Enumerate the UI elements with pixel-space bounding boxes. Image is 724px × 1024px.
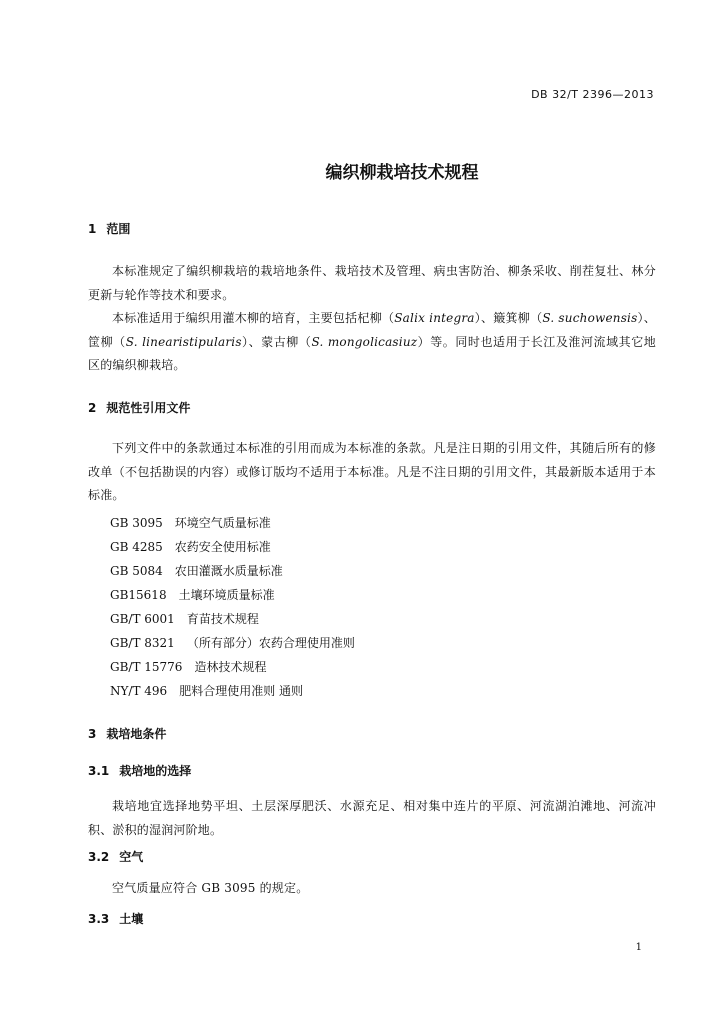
species-name: S. mongolicasiuz bbox=[311, 334, 418, 349]
reference-name: 造林技术规程 bbox=[194, 660, 267, 674]
reference-code: GB/T 6001 bbox=[110, 612, 175, 626]
section-3-2-heading bbox=[88, 848, 143, 865]
reference-code: GB15618 bbox=[110, 588, 167, 602]
text-span: ）、筐柳（ bbox=[88, 311, 657, 349]
standard-code: DB 32/T 2396—2013 bbox=[531, 88, 654, 101]
page-number: 1 bbox=[635, 942, 642, 953]
reference-item bbox=[110, 538, 271, 555]
text-span: ）、簸箕柳（ bbox=[474, 311, 543, 325]
reference-code: GB 4285 bbox=[110, 540, 163, 554]
section-number: 3.3 bbox=[88, 912, 110, 926]
section-1-heading bbox=[88, 220, 130, 237]
reference-item bbox=[110, 514, 271, 531]
reference-code: GB/T 15776 bbox=[110, 660, 183, 674]
section-2-paragraph-1: 下列文件中的条款通过本标准的引用而成为本标准的条款。凡是注日期的引用文件，其随后所有的修改单（不包括勘误的内容）或修订版均不适用于本标准。凡是不注日期的引用文件，其最新版本适用于本标准。 bbox=[88, 441, 656, 502]
document-title: 编织柳栽培技术规程 bbox=[325, 163, 479, 183]
reference-item bbox=[110, 634, 355, 651]
section-3-2-paragraph: 空气质量应符合 GB 3095 的规定。 bbox=[112, 881, 309, 895]
reference-item bbox=[110, 586, 275, 603]
text-span: ）、蒙古柳（ bbox=[241, 334, 312, 349]
text-span: 本标准适用于编织用灌木柳的培育，主要包括杞柳（ bbox=[112, 311, 395, 325]
reference-name: （所有部分）农药合理使用准则 bbox=[186, 636, 355, 650]
section-title: 土壤 bbox=[119, 912, 144, 926]
section-2-heading bbox=[88, 399, 190, 416]
reference-code: NY/T 496 bbox=[110, 684, 168, 698]
section-3-3-heading bbox=[88, 910, 143, 927]
section-title: 规范性引用文件 bbox=[106, 401, 191, 415]
section-3-1-paragraph: 栽培地宜选择地势平坦、土层深厚肥沃、水源充足、相对集中连片的平原、河流湖泊滩地、河流冲积、淤积的湿润河阶地。 bbox=[88, 799, 656, 837]
section-number: 3.1 bbox=[88, 764, 110, 778]
section-title: 范围 bbox=[106, 222, 131, 236]
reference-code: GB 3095 bbox=[110, 516, 163, 530]
reference-item bbox=[110, 562, 283, 579]
section-number: 1 bbox=[88, 222, 97, 236]
section-3-heading bbox=[88, 725, 166, 742]
section-3-1-heading bbox=[88, 762, 191, 779]
reference-code: GB 5084 bbox=[110, 564, 163, 578]
reference-code: GB/T 8321 bbox=[110, 636, 175, 650]
reference-item bbox=[110, 682, 303, 699]
reference-item bbox=[110, 658, 266, 675]
reference-name: 育苗技术规程 bbox=[186, 612, 259, 626]
reference-name: 土壤环境质量标准 bbox=[178, 588, 275, 602]
section-number: 2 bbox=[88, 401, 97, 415]
reference-name: 农药安全使用标准 bbox=[174, 540, 271, 554]
section-1-paragraph-1: 本标准规定了编织柳栽培的栽培地条件、栽培技术及管理、病虫害防治、柳条采收、削茬复壮、林分更新与轮作等技术和要求。 bbox=[88, 264, 656, 302]
reference-name: 环境空气质量标准 bbox=[174, 516, 271, 530]
species-name: Salix integra bbox=[394, 311, 475, 325]
reference-name: 肥料合理使用准则 通则 bbox=[179, 684, 304, 698]
reference-name: 农田灌溉水质量标准 bbox=[174, 564, 283, 578]
reference-item bbox=[110, 610, 259, 627]
section-title: 栽培地的选择 bbox=[119, 764, 192, 778]
section-title: 栽培地条件 bbox=[106, 727, 167, 741]
species-name: S. linearistipularis bbox=[125, 334, 242, 349]
section-1-paragraph-2 bbox=[88, 307, 656, 378]
species-name: S. suchowensis bbox=[542, 311, 638, 325]
section-number: 3 bbox=[88, 727, 97, 741]
text-span: ）等。同时也适用于长江及淮河流域其它地区的编织柳栽培。 bbox=[88, 334, 657, 372]
section-number: 3.2 bbox=[88, 850, 110, 864]
section-title: 空气 bbox=[119, 850, 144, 864]
